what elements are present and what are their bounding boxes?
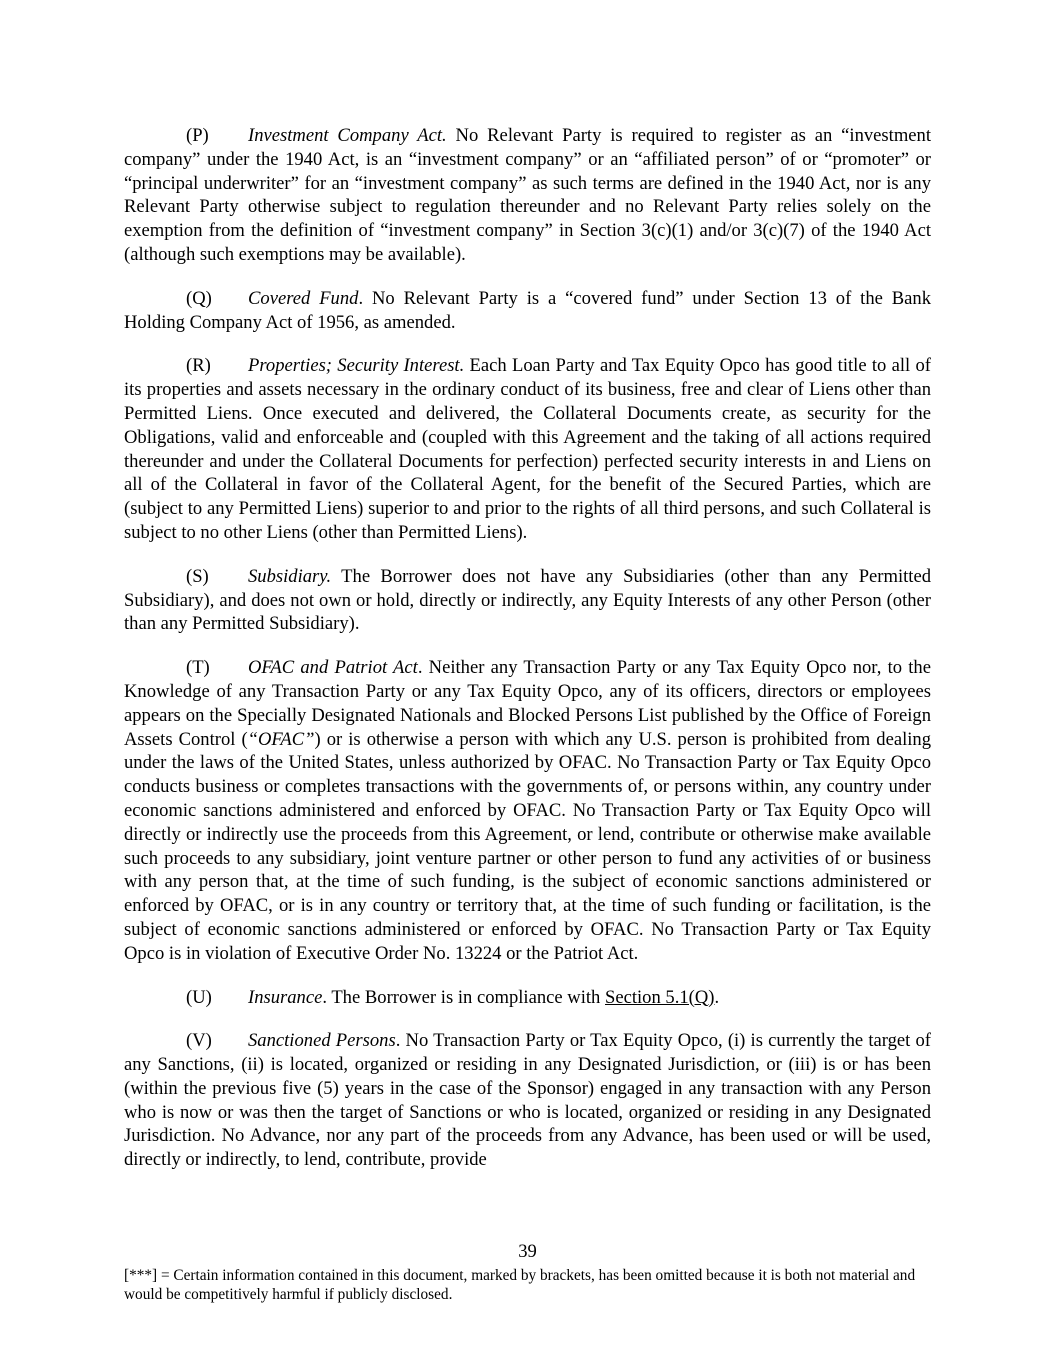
section-heading: Subsidiary. [248, 565, 332, 587]
section-body: No Relevant Party is required to register as an “investment company” under the 1940 Act, is an “investment company” or an “affiliated person” of or “promoter” or “principal underwriter” for an “investment company” as such terms are defined in the 1940 Act, nor is any Relevant Party otherwise subject to regulation thereunder and no Relevant Party relies solely on the exemption from the definition of “investment company” in Section 3(c)(1) and/or 3(c)(7) of the 1940 Act (although such exemptions may be available). [124, 125, 931, 265]
section-body-part-1: . Neither any Transaction Party or any Tax Equity Opco nor, to the Knowledge of any Transaction Party or any Tax Equity Opco, any of its officers, directors or employees appears on the Specially Designated Nationals and Blocked Persons List published by the Office of Foreign Assets Control ( [124, 657, 931, 750]
section-v [124, 1029, 931, 1172]
section-label: (P) [186, 125, 209, 146]
document-page [124, 124, 931, 1192]
section-label: (T) [186, 657, 210, 679]
section-q [124, 287, 931, 335]
section-body: . The Borrower is in compliance with [322, 986, 605, 1008]
section-label: (S) [186, 565, 209, 587]
section-label: (R) [186, 355, 211, 377]
section-heading: OFAC and Patriot Act [248, 657, 418, 679]
section-label: (U) [186, 986, 212, 1008]
section-body: The Borrower does not have any Subsidiaries (other than any Permitted Subsidiary), and does not own or hold, directly or indirectly, any Equity Interests of any other Person (other than any Permitted Subsidiary). [124, 565, 931, 635]
section-heading: Properties; Security Interest. [248, 355, 465, 377]
section-p [124, 124, 931, 267]
section-body: . No Relevant Party is a “covered fund” under Section 13 of the Bank Holding Company Act of 1956, as amended. [124, 287, 932, 333]
section-body-part-2: ) or is otherwise a person with which any U.S. person is prohibited from dealing under the laws of the United States, unless authorized by OFAC. No Transaction Party or Tax Equity Opco conducts business or completes transactions with the governments of, or persons within, any country under economic sanctions administered and enforced by OFAC. No Transaction Party or Tax Equity Opco will directly or indirectly use the proceeds from this Agreement, or lend, contribute or otherwise make available such proceeds to any subsidiary, joint venture partner or other person to fund any activities of or business with any person that, at the time of such funding, is the subject of economic sanctions administered or enforced by OFAC, or is in any country or territory that, at the time of such funding or facilitation, is the subject of economic sanctions administered or enforced by OFAC. No Transaction Party or Tax Equity Opco is in violation of Executive Order No. 13224 or the Patriot Act. [124, 728, 932, 964]
section-s [124, 565, 931, 636]
confidentiality-footnote: [***] = Certain information contained in this document, marked by brackets, has been omitted because it is both not material and would be competitively harmful if publicly disclosed. [124, 1267, 916, 1303]
section-label: (V) [186, 1030, 212, 1052]
section-r [124, 354, 931, 544]
section-heading: Insurance [248, 986, 323, 1008]
section-t [124, 656, 931, 965]
section-heading: Sanctioned Persons [248, 1030, 396, 1052]
section-cross-reference: Section 5.1(Q) [605, 986, 715, 1008]
section-body: Each Loan Party and Tax Equity Opco has good title to all of its properties and assets necessary in the ordinary conduct of its business, free and clear of Liens other than Permitted Liens. Once executed and delivered, the Collateral Documents create, as security for the Obligations, valid and enforceable and (coupled with this Agreement and the taking of all actions required thereunder and under the Collateral Documents for perfection) perfected security interests in and Liens on all of the Collateral in favor of the Collateral Agent, for the benefit of the Secured Parties, which are (subject to any Permitted Liens) superior to and prior to the rights of all third persons, and such Collateral is subject to no other Liens (other than Permitted Liens). [124, 355, 931, 543]
section-u [124, 986, 931, 1010]
section-heading: Covered Fund [248, 287, 359, 309]
section-label: (Q) [186, 287, 212, 309]
section-body: . No Transaction Party or Tax Equity Opco, (i) is currently the target of any Sanctions, (ii) is located, organized or residing in any Designated Jurisdiction, or (iii) is or has been (within the previous five (5) years in the case of the Sponsor) engaged in any transaction with any Person who is now or was then the target of Sanctions or who is located, organized or residing in any Designated Jurisdiction. No Advance, nor any part of the proceeds from any Advance, has been used or will be used, directly or indirectly, to lend, contribute, provide [124, 1030, 931, 1171]
section-end: . [714, 986, 720, 1008]
page-number: 39 [518, 1241, 537, 1262]
defined-term: “OFAC” [247, 728, 315, 750]
section-heading: Investment Company Act. [248, 125, 447, 146]
